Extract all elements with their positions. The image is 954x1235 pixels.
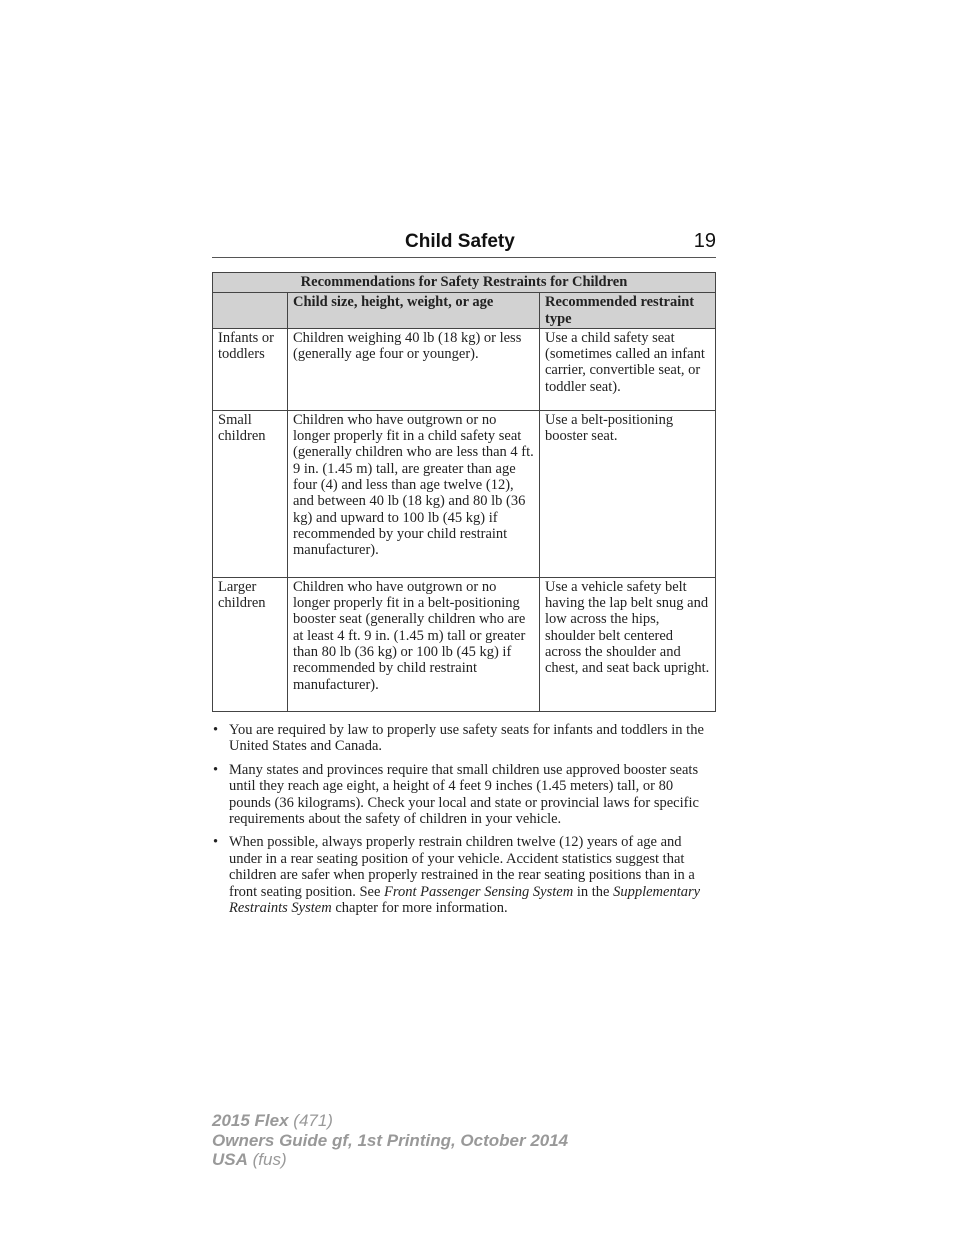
row-category: Infants or toddlers bbox=[213, 328, 288, 410]
footer-guide-line bbox=[212, 1131, 568, 1151]
cross-reference-front-passenger-sensing: Front Passenger Sensing System bbox=[384, 883, 574, 900]
bullet-text: You are required by law to properly use safety seats for infants and toddlers in the United States and Canada. bbox=[229, 722, 704, 755]
footer-model: 2015 Flex bbox=[212, 1111, 289, 1130]
footer-guide: Owners Guide gf, 1st Printing, October 2014 bbox=[212, 1130, 569, 1150]
row-size: Children who have outgrown or no longer properly fit in a child safety seat (generally children who are less than 4 ft. 9 in. (1.45 m) tall, are greater than age four (4) and less than age twelve (12), and between 40 lb (18 kg) and 80 lb (36 kg) and upward to 100 lb (45 kg) if recommended by your child restraint manufacturer). bbox=[288, 410, 540, 577]
list-item bbox=[212, 762, 716, 828]
cross-reference-supplementary-restraints: Supplementary Restraints System bbox=[229, 883, 701, 917]
bullet-text-part: chapter for more information. bbox=[331, 900, 508, 917]
section-title: Child Safety bbox=[405, 231, 515, 252]
page-header bbox=[212, 229, 716, 258]
row-size: Children weighing 40 lb (18 kg) or less (generally age four or younger). bbox=[288, 328, 540, 410]
bullet-icon: • bbox=[213, 761, 219, 778]
table-row bbox=[213, 410, 716, 577]
row-restraint: Use a belt-positioning booster seat. bbox=[540, 410, 716, 577]
page-number: 19 bbox=[693, 230, 716, 252]
table-row bbox=[213, 577, 716, 711]
footer-model-line bbox=[212, 1111, 568, 1131]
row-category: Larger children bbox=[213, 577, 288, 711]
footer-market-code: (fus) bbox=[247, 1150, 287, 1169]
row-restraint: Use a child safety seat (sometimes called an infant carrier, convertible seat, or toddler seat). bbox=[540, 328, 716, 410]
column-header-restraint: Recommended restraint type bbox=[540, 293, 716, 329]
footer-model-code: (471) bbox=[288, 1111, 333, 1130]
bullet-text-part: in the bbox=[573, 883, 614, 900]
row-restraint: Use a vehicle safety belt having the lap belt snug and low across the hips, shoulder belt centered across the shoulder and chest, and seat back upright. bbox=[540, 577, 716, 711]
bullet-icon: • bbox=[213, 722, 219, 738]
footer-market: USA bbox=[212, 1150, 248, 1169]
table-row bbox=[213, 328, 716, 410]
bullet-icon: • bbox=[213, 834, 219, 851]
bullet-list bbox=[212, 722, 716, 923]
list-item bbox=[212, 722, 716, 755]
list-item bbox=[212, 834, 716, 916]
column-header-category bbox=[213, 293, 288, 329]
bullet-text-part: When possible, always properly restrain children twelve (12) years of age and under in a rear seating position of your vehicle. Accident statistics suggest that children are safer when properly restrained in the rear seating positions than in a front seating position. See bbox=[229, 834, 695, 900]
table-caption: Recommendations for Safety Restraints for Children bbox=[213, 273, 716, 293]
bullet-text: Many states and provinces require that small children use approved booster seats until they reach age eight, a height of 4 feet 9 inches (1.45 meters) tall, or 80 pounds (36 kilograms). Check your local and state or provincial laws for specific requirements about the safety of children in your vehicle. bbox=[229, 761, 699, 828]
table-header-row bbox=[213, 293, 716, 329]
row-category: Small children bbox=[213, 410, 288, 577]
bullet-text bbox=[229, 834, 700, 916]
page-footer bbox=[212, 1111, 568, 1170]
restraint-recommendations-table bbox=[212, 272, 716, 712]
row-size: Children who have outgrown or no longer properly fit in a belt-positioning booster seat (generally children who are at least 4 ft. 9 in. (1.45 m) tall or greater than 80 lb (36 kg) or 100 lb (45 kg) if recommended by child restraint manufacturer). bbox=[288, 577, 540, 711]
column-header-size: Child size, height, weight, or age bbox=[288, 293, 540, 329]
table-caption-row bbox=[213, 273, 716, 293]
footer-market-line bbox=[212, 1150, 568, 1170]
